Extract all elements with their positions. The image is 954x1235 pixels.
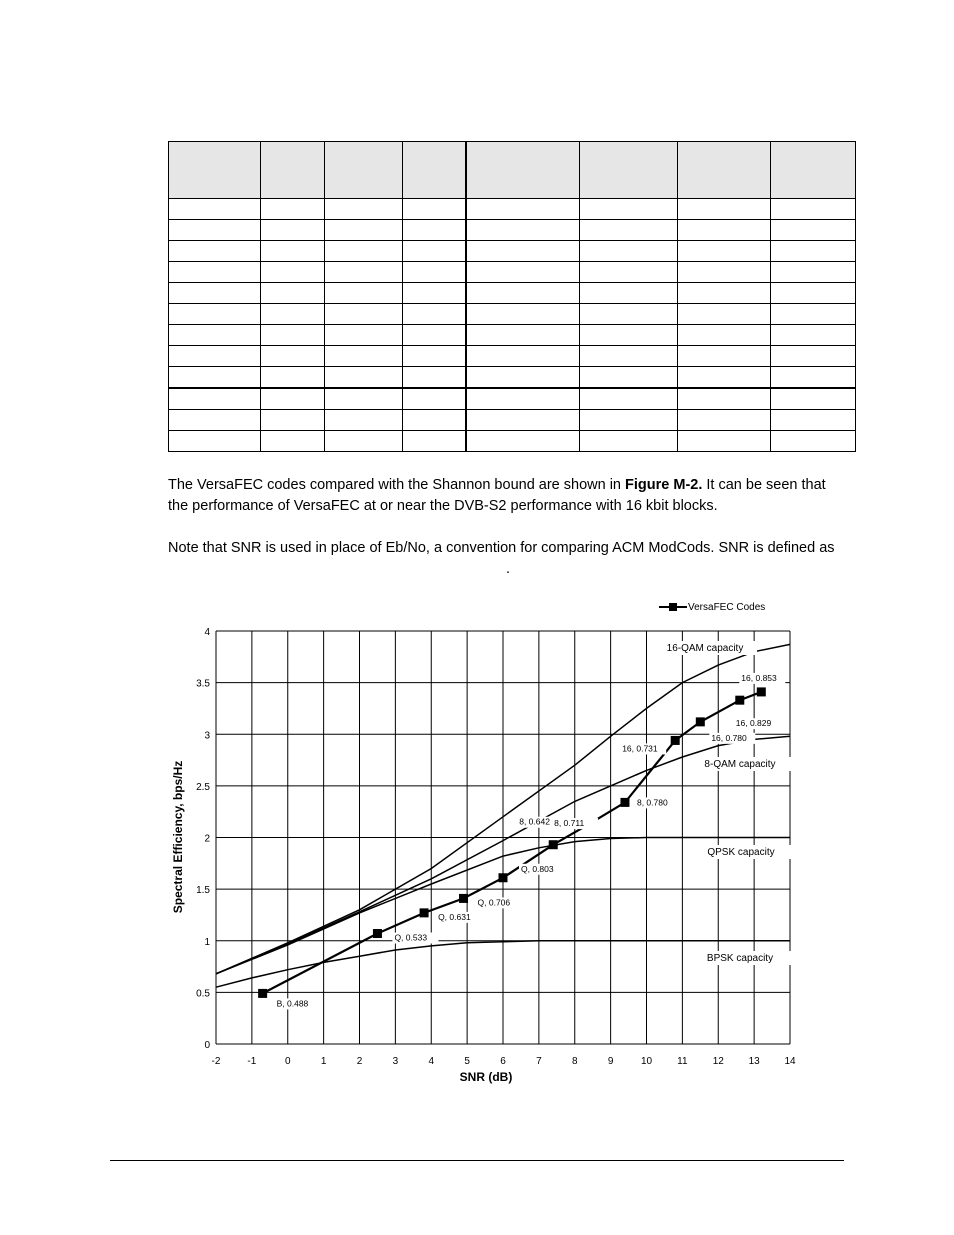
y-tick-label: 0 <box>204 1040 210 1051</box>
x-tick-label: 0 <box>284 1056 291 1067</box>
table-row <box>169 367 856 389</box>
data-label: 8, 0.642 <box>519 816 550 827</box>
versafec-point <box>620 798 629 807</box>
table-cell <box>771 241 856 262</box>
table-cell <box>325 283 403 304</box>
y-axis-label: Spectral Efficiency, bps/Hz <box>171 760 185 914</box>
y-tick-label: 0.5 <box>196 988 210 1000</box>
table-cell <box>580 367 678 389</box>
data-label: 16, 0.731 <box>622 743 658 754</box>
table-cell <box>261 367 325 389</box>
table-cell <box>580 283 678 304</box>
table-cell <box>678 346 771 367</box>
table-cell <box>169 325 261 346</box>
table-cell <box>678 220 771 241</box>
table-cell <box>403 325 467 346</box>
table-cell <box>325 199 403 220</box>
table-cell <box>169 241 261 262</box>
table-row <box>169 241 856 262</box>
y-tick-label: 3 <box>204 730 210 742</box>
versafec-point <box>696 717 705 726</box>
table-cell <box>771 199 856 220</box>
versafec-point <box>757 687 766 696</box>
table-cell <box>169 262 261 283</box>
table-cell <box>466 262 580 283</box>
table-cell <box>403 410 467 431</box>
table-cell <box>261 325 325 346</box>
table-cell <box>466 199 580 220</box>
x-tick-label: 8 <box>571 1056 578 1067</box>
table-header-cell <box>261 142 325 199</box>
table-cell <box>678 241 771 262</box>
versafec-point <box>459 894 468 903</box>
x-tick-label: -1 <box>247 1056 257 1067</box>
data-label: Q, 0.803 <box>521 863 554 874</box>
table-cell <box>580 410 678 431</box>
data-table <box>168 141 856 452</box>
x-tick-label: 13 <box>748 1056 760 1067</box>
table-cell <box>403 304 467 325</box>
table-cell <box>466 431 580 452</box>
table-cell <box>261 410 325 431</box>
table-cell <box>169 346 261 367</box>
capacity-label: QPSK capacity <box>707 847 775 858</box>
table-cell <box>325 325 403 346</box>
table-cell <box>771 367 856 389</box>
versafec-series-line <box>263 692 762 994</box>
x-axis-label: SNR (dB) <box>459 1070 513 1084</box>
table-header-cell <box>325 142 403 199</box>
table-cell <box>403 431 467 452</box>
table-cell <box>261 283 325 304</box>
table-cell <box>580 346 678 367</box>
table-row <box>169 262 856 283</box>
table-cell <box>169 283 261 304</box>
table-cell <box>678 304 771 325</box>
table-cell <box>466 410 580 431</box>
table-header-cell <box>403 142 467 199</box>
table-cell <box>261 346 325 367</box>
x-tick-label: 5 <box>464 1056 470 1067</box>
table-cell <box>261 388 325 410</box>
table-header-cell <box>678 142 771 199</box>
paragraph-2-text: Note that SNR is used in place of Eb/No, a convention for comparing ACM ModCods. SNR is defined as <box>168 540 835 556</box>
paragraph-2-trailing: . <box>506 561 511 577</box>
versafec-point <box>549 840 558 849</box>
table-cell <box>325 367 403 389</box>
table-cell <box>261 431 325 452</box>
table-cell <box>678 199 771 220</box>
table-cell <box>771 325 856 346</box>
table-cell <box>466 325 580 346</box>
y-tick-label: 3.5 <box>196 678 210 690</box>
table-cell <box>403 262 467 283</box>
x-tick-label: 10 <box>640 1056 653 1067</box>
table-cell <box>325 346 403 367</box>
table-header-row <box>169 142 856 199</box>
data-label: 16, 0.829 <box>735 718 772 729</box>
data-label: 8, 0.780 <box>636 797 668 808</box>
table-cell <box>325 220 403 241</box>
table-row <box>169 199 856 220</box>
table-cell <box>466 367 580 389</box>
table-cell <box>325 431 403 452</box>
table-cell <box>771 410 856 431</box>
table-row <box>169 388 856 410</box>
table-cell <box>261 241 325 262</box>
table-cell <box>580 388 678 410</box>
versafec-point <box>735 696 744 705</box>
data-label: B, 0.488 <box>276 998 309 1009</box>
table-cell <box>678 283 771 304</box>
x-tick-label: -2 <box>211 1056 221 1067</box>
table-cell <box>169 304 261 325</box>
table-cell <box>466 388 580 410</box>
legend-marker <box>669 603 677 611</box>
table-cell <box>169 388 261 410</box>
table-cell <box>261 199 325 220</box>
table-cell <box>403 241 467 262</box>
table-cell <box>403 346 467 367</box>
table-cell <box>678 367 771 389</box>
y-tick-label: 1 <box>204 936 210 948</box>
x-tick-label: 1 <box>320 1056 327 1067</box>
table-row <box>169 304 856 325</box>
table-cell <box>169 431 261 452</box>
table-header-cell <box>169 142 261 199</box>
table-cell <box>580 304 678 325</box>
table-cell <box>466 304 580 325</box>
table-row <box>169 346 856 367</box>
footer-rule <box>110 1160 844 1161</box>
body-paragraph-2 <box>168 538 848 580</box>
table-row <box>169 325 856 346</box>
versafec-point <box>258 989 267 998</box>
table-header-cell <box>771 142 856 199</box>
x-tick-label: 3 <box>392 1056 399 1067</box>
x-tick-label: 7 <box>536 1056 542 1067</box>
x-tick-label: 6 <box>500 1056 506 1067</box>
table-cell <box>169 367 261 389</box>
table-cell <box>771 431 856 452</box>
capacity-label: 8-QAM capacity <box>704 759 776 770</box>
data-label: Q, 0.706 <box>477 897 511 908</box>
table-row <box>169 431 856 452</box>
table-cell <box>261 262 325 283</box>
table-cell <box>466 283 580 304</box>
table-cell <box>580 262 678 283</box>
table-cell <box>580 431 678 452</box>
table-cell <box>771 283 856 304</box>
versafec-point <box>373 929 382 938</box>
x-tick-label: 9 <box>607 1056 614 1067</box>
table-row <box>169 220 856 241</box>
table-cell <box>403 199 467 220</box>
table-cell <box>771 346 856 367</box>
table-header-cell <box>466 142 580 199</box>
spectral-efficiency-chart <box>160 594 810 1094</box>
table-cell <box>771 262 856 283</box>
table-cell <box>169 220 261 241</box>
table-cell <box>580 220 678 241</box>
x-tick-label: 4 <box>428 1056 435 1067</box>
paragraph-1-text-after: It can be seen that the performance of VersaFEC at or near the DVB-S2 performance with 16 kbit blocks. <box>168 477 826 514</box>
table-cell <box>325 241 403 262</box>
table-cell <box>678 431 771 452</box>
table-cell <box>403 388 467 410</box>
table-row <box>169 410 856 431</box>
table-cell <box>325 410 403 431</box>
x-tick-label: 12 <box>712 1056 724 1067</box>
table-cell <box>678 410 771 431</box>
table-cell <box>325 262 403 283</box>
data-label: Q, 0.631 <box>438 911 471 922</box>
table-header-cell <box>580 142 678 199</box>
table-cell <box>678 262 771 283</box>
table-cell <box>325 304 403 325</box>
body-paragraph-1 <box>168 475 848 517</box>
table-cell <box>678 388 771 410</box>
paragraph-1-text-before: The VersaFEC codes compared with the Shannon bound are shown in <box>168 477 626 493</box>
legend-label: VersaFEC Codes <box>688 602 766 613</box>
y-tick-label: 4 <box>204 627 210 638</box>
capacity-label: BPSK capacity <box>706 953 774 964</box>
table-cell <box>466 220 580 241</box>
figure-reference: Figure M-2. <box>625 477 703 493</box>
x-tick-label: 11 <box>677 1056 688 1067</box>
versafec-point <box>420 908 429 917</box>
table-cell <box>261 220 325 241</box>
table-cell <box>169 410 261 431</box>
table-cell <box>580 199 678 220</box>
table-cell <box>169 199 261 220</box>
table-cell <box>403 220 467 241</box>
table-cell <box>771 304 856 325</box>
table-cell <box>580 241 678 262</box>
data-label: 16, 0.780 <box>711 732 747 743</box>
x-tick-label: 2 <box>356 1056 363 1067</box>
table-cell <box>403 283 467 304</box>
table-cell <box>771 220 856 241</box>
table-cell <box>466 346 580 367</box>
y-tick-label: 1.5 <box>196 885 210 897</box>
capacity-label: 16-QAM capacity <box>666 643 744 654</box>
table-cell <box>466 241 580 262</box>
table-row <box>169 283 856 304</box>
table-cell <box>403 367 467 389</box>
y-tick-label: 2.5 <box>196 781 210 793</box>
y-tick-label: 2 <box>204 833 210 845</box>
table-cell <box>580 325 678 346</box>
table-cell <box>771 388 856 410</box>
x-tick-label: 14 <box>784 1056 796 1067</box>
data-label: 16, 0.853 <box>741 672 777 683</box>
data-label: Q, 0.533 <box>394 932 428 943</box>
data-label: 8, 0.711 <box>554 818 585 829</box>
table-cell <box>261 304 325 325</box>
table-cell <box>678 325 771 346</box>
table-cell <box>325 388 403 410</box>
versafec-point <box>499 873 508 882</box>
versafec-point <box>671 736 680 745</box>
